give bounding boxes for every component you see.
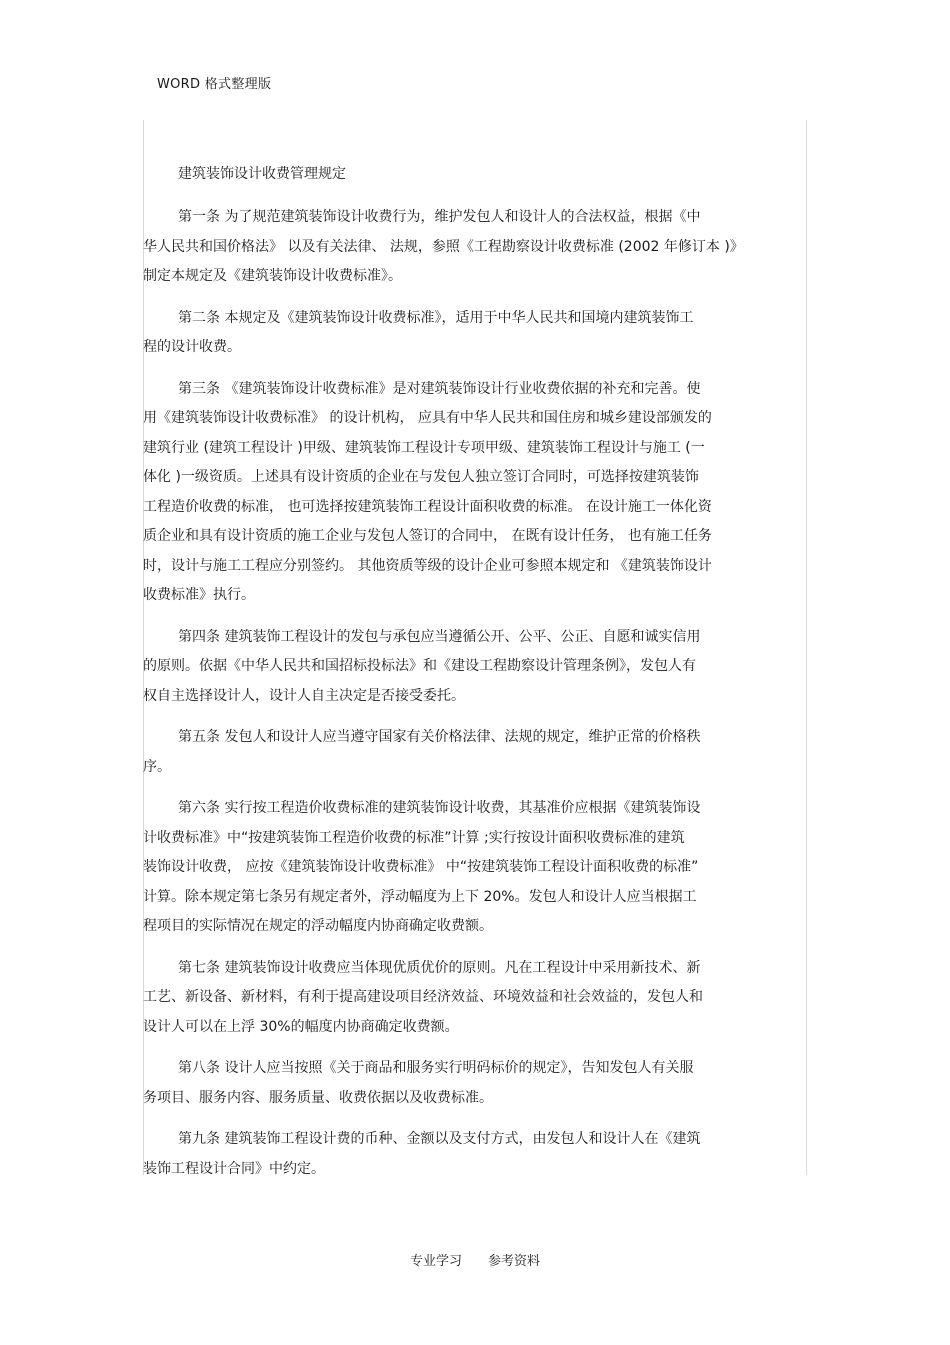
paragraph-line: 装饰设计收费， 应按《建筑装饰设计收费标准》 中“按建筑装饰工程设计面积收费的标准” bbox=[143, 859, 699, 875]
article-paragraph bbox=[143, 794, 803, 942]
paragraph-line: 程项目的实际情况在规定的浮动幅度内协商确定收费额。 bbox=[143, 918, 493, 934]
article-paragraph bbox=[143, 623, 803, 712]
paragraph-line: 华人民共和国价格法》 以及有关法律、 法规，参照《工程勘察设计收费标准 (2002 年修订本 )》 bbox=[143, 238, 744, 255]
paragraph-line: 工程造价收费的标准， 也可选择按建筑装饰工程设计面积收费的标准。 在设计施工一体化资 bbox=[143, 498, 712, 515]
paragraph-line: 第八条 设计人应当按照《关于商品和服务实行明码标价的规定》，告知发包人有关服 bbox=[178, 1060, 694, 1076]
paragraph-line: 序。 bbox=[143, 758, 171, 775]
paragraph-line: 建筑行业 (建筑工程设计 )甲级、建筑装饰工程设计专项甲级、建筑装饰工程设计与施工 (一 bbox=[143, 439, 705, 456]
page-footer bbox=[0, 1250, 950, 1269]
paragraph-line: 务项目、服务内容、服务质量、收费依据以及收费标准。 bbox=[143, 1089, 493, 1106]
article-paragraph bbox=[143, 1054, 803, 1113]
paragraph-line: 时，设计与施工工程应分别签约。 其他资质等级的设计企业可参照本规定和 《建筑装饰设计 bbox=[143, 557, 712, 574]
article-paragraph bbox=[143, 375, 803, 611]
footer-left-text: 专业学习 bbox=[409, 1254, 462, 1269]
paragraph-line: 质企业和具有设计资质的施工企业与发包人签订的合同中， 在既有设计任务， 也有施工任务 bbox=[143, 528, 712, 544]
article-paragraph bbox=[143, 954, 803, 1043]
paragraph-line: 第九条 建筑装饰工程设计费的币种、金额以及支付方式，由发包人和设计人在《建筑 bbox=[178, 1131, 701, 1147]
paragraph-line: 程的设计收费。 bbox=[143, 339, 241, 355]
paragraph-line: 收费标准》执行。 bbox=[143, 587, 255, 603]
paragraph-line: 第七条 建筑装饰设计收费应当体现优质优价的原则。凡在工程设计中采用新技术、新 bbox=[178, 959, 701, 976]
document-body bbox=[143, 160, 803, 1196]
article-paragraph bbox=[143, 203, 803, 292]
paragraph-line: 装饰工程设计合同》中约定。 bbox=[143, 1160, 325, 1177]
paragraph-line: 权自主选择设计人，设计人自主决定是否接受委托。 bbox=[143, 687, 465, 704]
paragraph-line: 第六条 实行按工程造价收费标准的建筑装饰设计收费，其基准价应根据《建筑装饰设 bbox=[178, 800, 701, 816]
paragraph-line: 计收费标准》中“按建筑装饰工程造价收费的标准”计算 ;实行按设计面积收费标准的建筑 bbox=[143, 829, 685, 846]
paragraph-line: 第五条 发包人和设计人应当遵守国家有关价格法律、法规的规定，维护正常的价格秩 bbox=[178, 729, 701, 745]
paragraph-line: 第二条 本规定及《建筑装饰设计收费标准》，适用于中华人民共和国境内建筑装饰工 bbox=[178, 309, 694, 326]
paragraph-line: 第三条 《建筑装饰设计收费标准》是对建筑装饰设计行业收费依据的补充和完善。使 bbox=[178, 380, 701, 397]
paragraph-line: 第一条 为了规范建筑装饰设计收费行为，维护发包人和设计人的合法权益，根据《中 bbox=[178, 209, 701, 225]
paragraph-line: 体化 )一级资质。上述具有设计资质的企业在与发包人独立签订合同时，可选择按建筑装饰 bbox=[143, 469, 699, 485]
paragraph-line: 用《建筑装饰设计收费标准》 的设计机构， 应具有中华人民共和国住房和城乡建设部颁发的 bbox=[143, 410, 712, 426]
article-paragraph bbox=[143, 304, 803, 363]
paragraph-line: 第四条 建筑装饰工程设计的发包与承包应当遵循公开、公平、公正、自愿和诚实信用 bbox=[178, 628, 701, 645]
paragraph-line: 制定本规定及《建筑装饰设计收费标准》。 bbox=[143, 268, 402, 284]
paragraph-list bbox=[143, 203, 803, 1184]
article-paragraph bbox=[143, 1125, 803, 1184]
paragraph-line: 设计人可以在上浮 30%的幅度内协商确定收费额。 bbox=[143, 1018, 459, 1035]
document-title: 建筑装饰设计收费管理规定 bbox=[178, 166, 346, 182]
paragraph-line: 计算。除本规定第七条另有规定者外，浮动幅度为上下 20%。发包人和设计人应当根据工 bbox=[143, 888, 697, 905]
paragraph-line: 工艺、新设备、新材料，有利于提高建设项目经济效益、环境效益和社会效益的，发包人和 bbox=[143, 989, 703, 1005]
footer-right-text: 参考资料 bbox=[488, 1254, 541, 1269]
paragraph-line: 的原则。依据《中华人民共和国招标投标法》和《建设工程勘察设计管理条例》，发包人有 bbox=[143, 658, 696, 674]
page-header: WORD 格式整理版 bbox=[157, 77, 272, 92]
article-paragraph bbox=[143, 723, 803, 782]
